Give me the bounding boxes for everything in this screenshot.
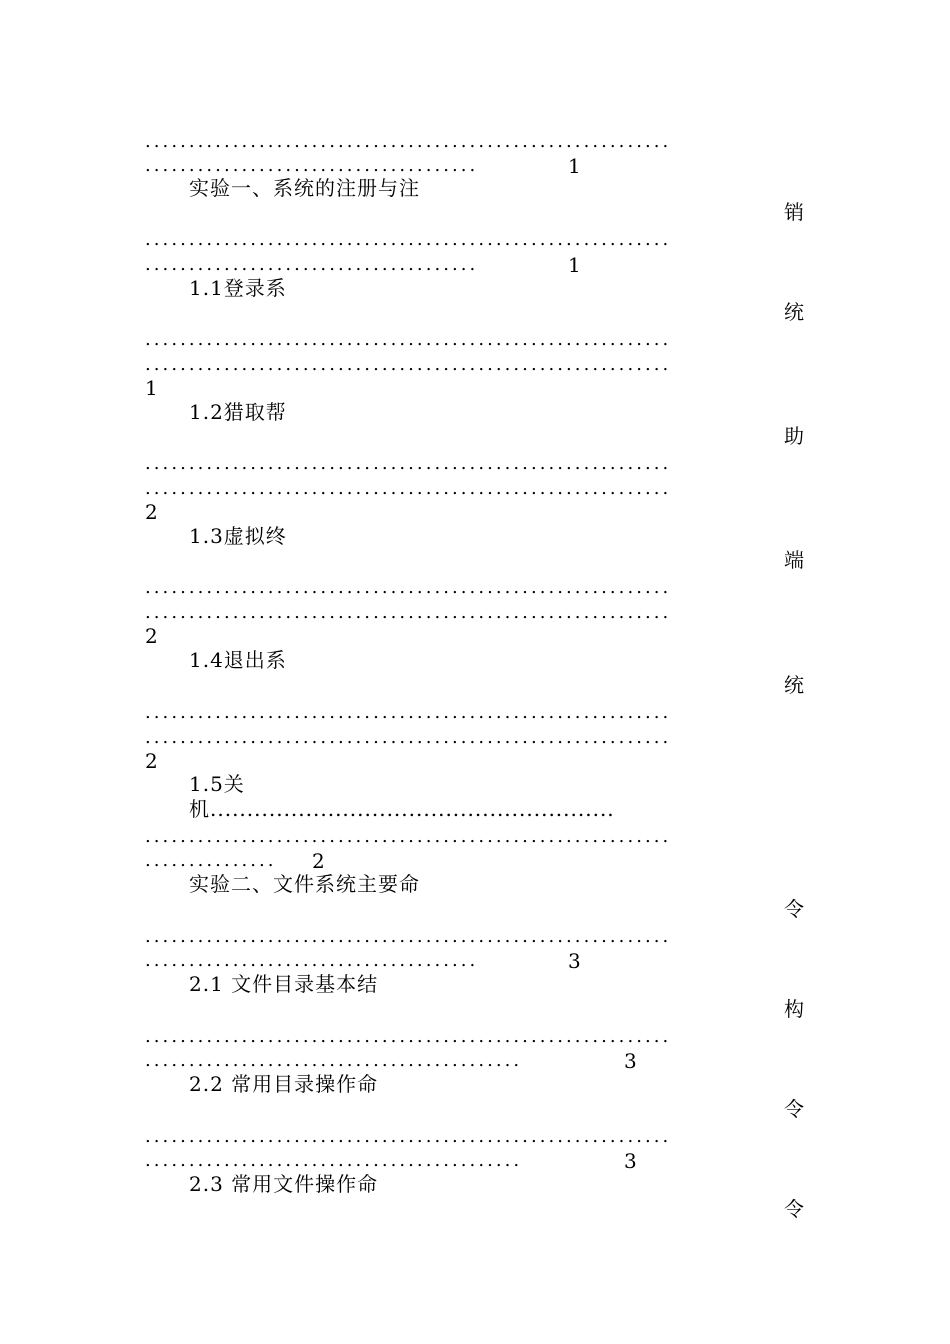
toc-page-number: 2 [312,849,325,873]
toc-entry-title[interactable]: 2.2 常用目录操作命 [189,1072,379,1096]
toc-leader-dots: ...................................... [145,950,479,971]
toc-leader-dots: ........................................... [145,1050,523,1071]
toc-page-number: 3 [624,1149,637,1173]
toc-entry-title[interactable]: 2.3 常用文件操作命 [189,1172,379,1196]
toc-page-number: 2 [145,500,158,524]
toc-entry-title[interactable]: 1.3虚拟终 [189,524,287,548]
toc-entry-title[interactable]: 1.1登录系 [189,276,287,300]
toc-leader-dots: ............................................................ [145,577,672,598]
toc-leader-dots: ............... [145,850,277,871]
toc-entry-title[interactable]: 2.1 文件目录基本结 [189,972,379,996]
toc-entry-title-tail: 销 [784,200,804,224]
toc-entry-title-continuation: 机....................................................... [189,797,615,821]
toc-leader-dots: ............................................................ [145,229,672,250]
toc-page-number: 2 [145,624,158,648]
toc-leader-dots: ............................................................ [145,453,672,474]
toc-entry-title-tail: 令 [784,1097,804,1121]
toc-entry-title-tail: 令 [784,897,804,921]
toc-page-number: 3 [568,949,581,973]
toc-page-number: 3 [624,1049,637,1073]
toc-leader-dots: ............................................................ [145,702,672,723]
toc-entry-title-tail: 端 [784,548,804,572]
toc-leader-dots: ............................................................ [145,826,672,847]
toc-entry-title-tail: 统 [784,300,804,324]
toc-leader-dots: ............................................................ [145,1126,672,1147]
toc-page-number: 2 [145,749,158,773]
toc-leader-dots: ...................................... [145,254,479,275]
toc-leader-dots: ............................................................ [145,1026,672,1047]
toc-entry-title[interactable]: 实验一、系统的注册与注 [189,176,420,200]
toc-entry-title-tail: 助 [784,424,804,448]
toc-leader-dots: ............................................................ [145,478,672,499]
toc-page-number: 1 [568,154,581,178]
toc-leader-dots: ............................................................ [145,926,672,947]
toc-entry-title[interactable]: 实验二、文件系统主要命 [189,872,420,896]
toc-leader-dots: ............................................................ [145,131,672,152]
toc-leader-dots: ............................................................ [145,329,672,350]
toc-page-number: 1 [145,376,158,400]
toc-entry-title-tail: 令 [784,1197,804,1221]
toc-entry-title-tail: 统 [784,673,804,697]
toc-entry-title[interactable]: 1.2猎取帮 [189,400,287,424]
toc-entry-title-tail: 构 [784,997,804,1021]
toc-leader-dots: ............................................................ [145,727,672,748]
toc-entry-title[interactable]: 1.5关 [189,772,245,796]
toc-leader-dots: ............................................................ [145,354,672,375]
toc-page-number: 1 [568,253,581,277]
toc-leader-dots: ...................................... [145,155,479,176]
toc-entry-title[interactable]: 1.4退出系 [189,648,287,672]
toc-leader-dots: ........................................... [145,1150,523,1171]
toc-leader-dots: ............................................................ [145,602,672,623]
